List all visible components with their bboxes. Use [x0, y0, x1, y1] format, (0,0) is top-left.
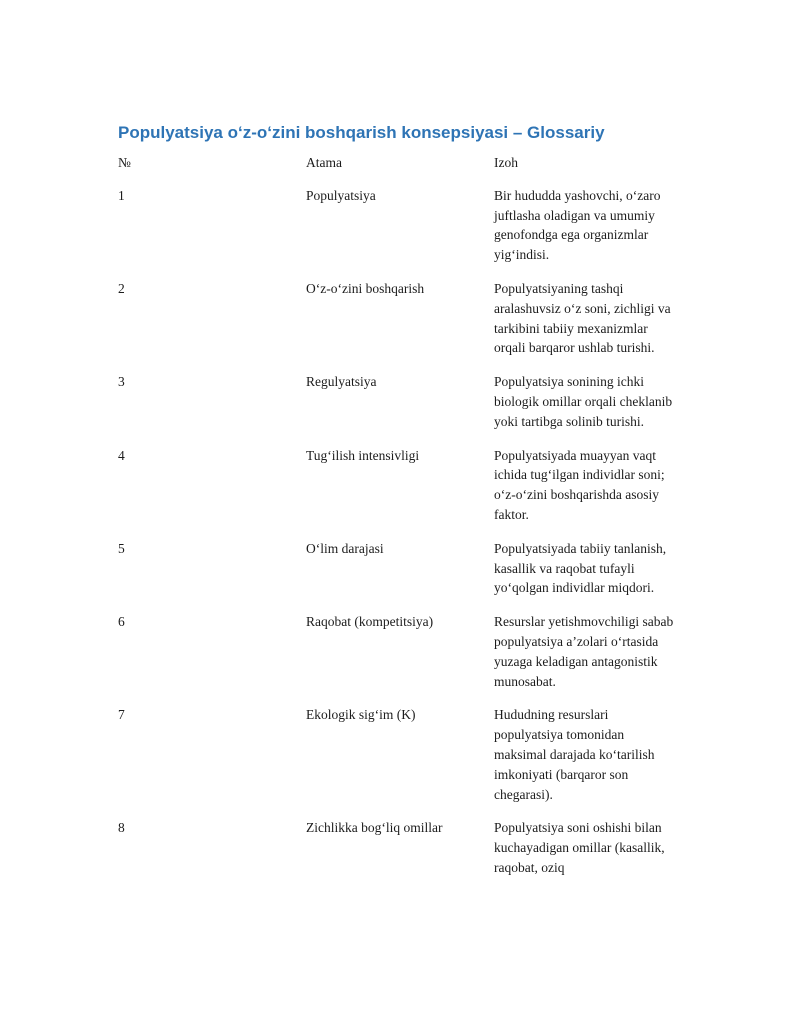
- header-definition: Izoh: [494, 155, 518, 170]
- table-row: [118, 539, 686, 598]
- row-num: 1: [118, 187, 125, 203]
- table-row: [118, 372, 686, 431]
- definition-cell: Populyatsiyada muayyan vaqt ichida tug‘ilgan individlar soni; o‘z-o‘zini boshqarishda asosiy faktor.: [494, 447, 665, 522]
- table-row: [118, 279, 686, 358]
- header-num: №: [118, 155, 131, 170]
- term-cell: Regulyatsiya: [306, 374, 377, 390]
- definition-cell: Populyatsiyaning tashqi aralashuvsiz o‘z soni, zichligi va tarkibini tabiiy mexanizmlar orqali barqaror ushlab turishi.: [494, 280, 671, 356]
- glossary-table: [118, 153, 686, 878]
- table-row: [118, 705, 686, 804]
- term-cell: Tug‘ilish intensivligi: [306, 447, 420, 463]
- definition-cell: Bir hududda yashovchi, o‘zaro juftlasha oladigan va umumiy genofondga ega organizmlar yig‘indisi.: [494, 187, 661, 263]
- term-cell: Populyatsiya: [306, 187, 376, 203]
- table-row: [118, 186, 686, 265]
- row-num: 6: [118, 614, 125, 630]
- definition-cell: Resurslar yetishmovchiligi sabab populyatsiya a’zolari o‘rtasida yuzaga keladigan antagonistik munosabat.: [494, 614, 674, 689]
- term-cell: O‘lim darajasi: [306, 540, 384, 556]
- definition-cell: Populyatsiya sonining ichki biologik omillar orqali cheklanib yoki tartibga solinib turishi.: [494, 374, 673, 429]
- definition-cell: Populyatsiyada tabiiy tanlanish, kasallik va raqobat tufayli yo‘qolgan individlar miqdori.: [494, 540, 667, 596]
- term-cell: O‘z-o‘zini boshqarish: [306, 280, 425, 296]
- table-row: [118, 446, 686, 525]
- table-row: [118, 818, 686, 877]
- header-term: Atama: [306, 155, 342, 170]
- row-num: 8: [118, 820, 125, 836]
- row-num: 5: [118, 540, 125, 556]
- row-num: 4: [118, 447, 125, 463]
- row-num: 7: [118, 707, 125, 723]
- table-row: [118, 612, 686, 691]
- row-num: 2: [118, 280, 125, 296]
- document-title: Populyatsiya o‘z-o‘zini boshqarish konsepsiyasi – Glossariy: [118, 123, 605, 142]
- term-cell: Zichlikka bog‘liq omillar: [306, 820, 443, 836]
- row-num: 3: [118, 374, 125, 390]
- definition-cell: Populyatsiya soni oshishi bilan kuchayadigan omillar (kasallik, raqobat, oziq: [494, 820, 665, 875]
- definition-cell: Hududning resurslari populyatsiya tomonidan maksimal darajada ko‘tarilish imkoniyati (barqaror son chegarasi).: [494, 707, 655, 802]
- table-header-row: [118, 153, 686, 173]
- term-cell: Ekologik sig‘im (K): [306, 707, 416, 723]
- term-cell: Raqobat (kompetitsiya): [306, 614, 434, 630]
